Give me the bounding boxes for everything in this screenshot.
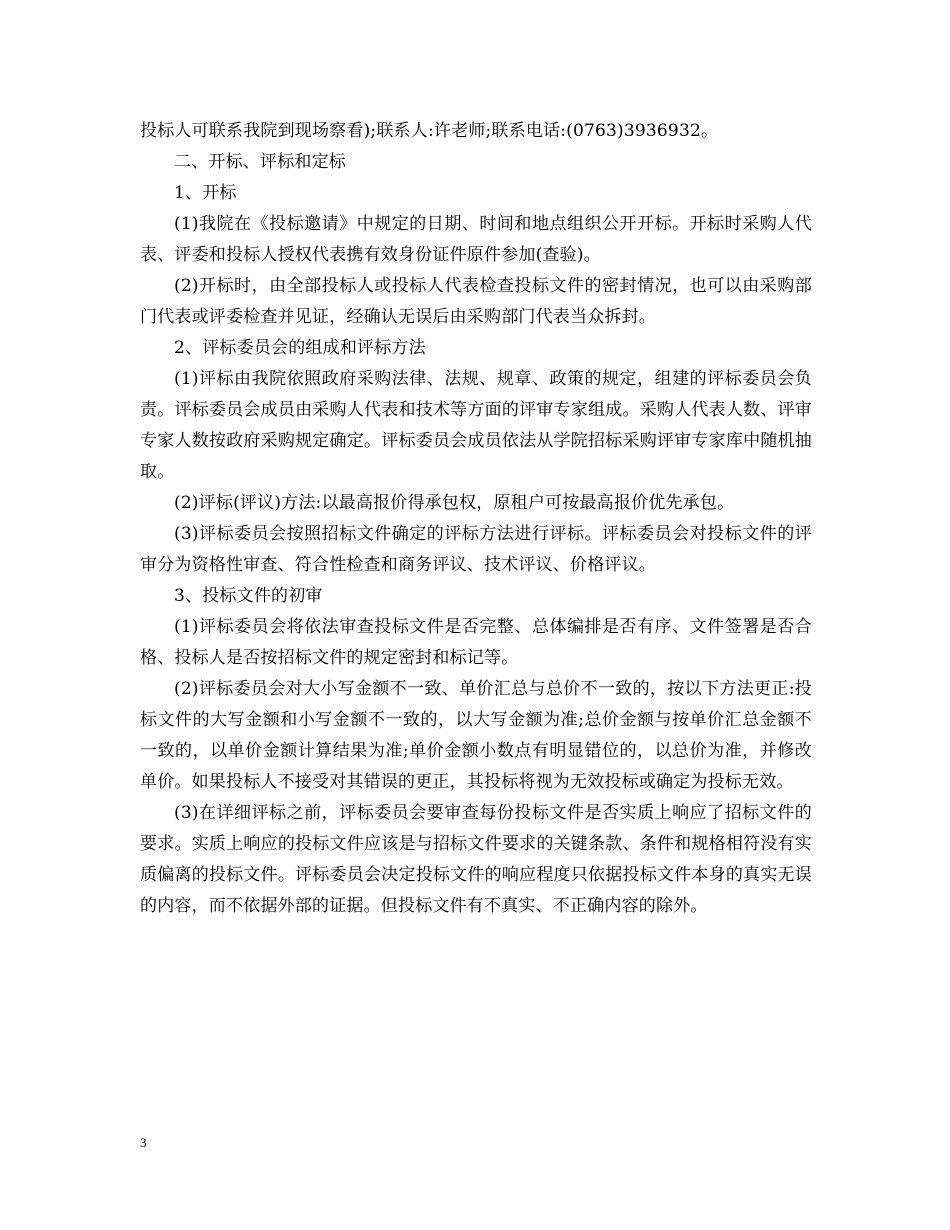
- paragraph-committee-2: (2)评标(评议)方法:以最高报价得承包权，原租户可按最高报价优先承包。: [174, 493, 735, 513]
- subheading-committee: 2、评标委员会的组成和评标方法: [174, 338, 426, 358]
- document-body: [140, 116, 812, 922]
- subheading-initial-review: 3、投标文件的初审: [174, 586, 323, 606]
- paragraph-review-3: (3)在详细评标之前，评标委员会要审查每份投标文件是否实质上响应了招标文件的要求。实质上响应的投标文件应该是与招标文件要求的关键条款、条件和规格相符没有实质偏离的投标文件。评标委员会决定投标文件的响应程度只依据投标文件本身的真实无误的内容，而不依据外部的证据。但投标文件有不真实、不正确内容的除外。: [140, 803, 812, 916]
- paragraph-opening-2: (2)开标时，由全部投标人或投标人代表检查投标文件的密封情况，也可以由采购部门代表或评委检查并见证，经确认无误后由采购部门代表当众拆封。: [140, 276, 812, 327]
- paragraph-opening-1: (1)我院在《投标邀请》中规定的日期、时间和地点组织公开开标。开标时采购人代表、评委和投标人授权代表携有效身份证件原件参加(查验)。: [140, 214, 812, 265]
- paragraph-committee-3: (3)评标委员会按照招标文件确定的评标方法进行评标。评标委员会对投标文件的评审分为资格性审查、符合性检查和商务评议、技术评议、价格评议。: [140, 524, 812, 575]
- paragraph-contact: 投标人可联系我院到现场察看);联系人:许老师;联系电话:(0763)3936932。: [140, 121, 719, 141]
- paragraph-review-1: (1)评标委员会将依法审查投标文件是否完整、总体编排是否有序、文件签署是否合格、投标人是否按招标文件的规定密封和标记等。: [140, 617, 812, 668]
- paragraph-review-2: (2)评标委员会对大小写金额不一致、单价汇总与总价不一致的，按以下方法更正:投标文件的大写金额和小写金额不一致的，以大写金额为准;总价金额与按单价汇总金额不一致的，以单价金额计算结果为准;单价金额小数点有明显错位的，以总价为准，并修改单价。如果投标人不接受对其错误的更正，其投标将视为无效投标或确定为投标无效。: [140, 679, 812, 792]
- page-number: 3: [140, 1135, 147, 1150]
- subheading-opening: 1、开标: [174, 183, 237, 203]
- heading-opening-evaluation-award: 二、开标、评标和定标: [174, 152, 346, 172]
- paragraph-committee-1: (1)评标由我院依照政府采购法律、法规、规章、政策的规定，组建的评标委员会负责。评标委员会成员由采购人代表和技术等方面的评审专家组成。采购人代表人数、评审专家人数按政府采购规定确定。评标委员会成员依法从学院招标采购评审专家库中随机抽取。: [140, 369, 812, 482]
